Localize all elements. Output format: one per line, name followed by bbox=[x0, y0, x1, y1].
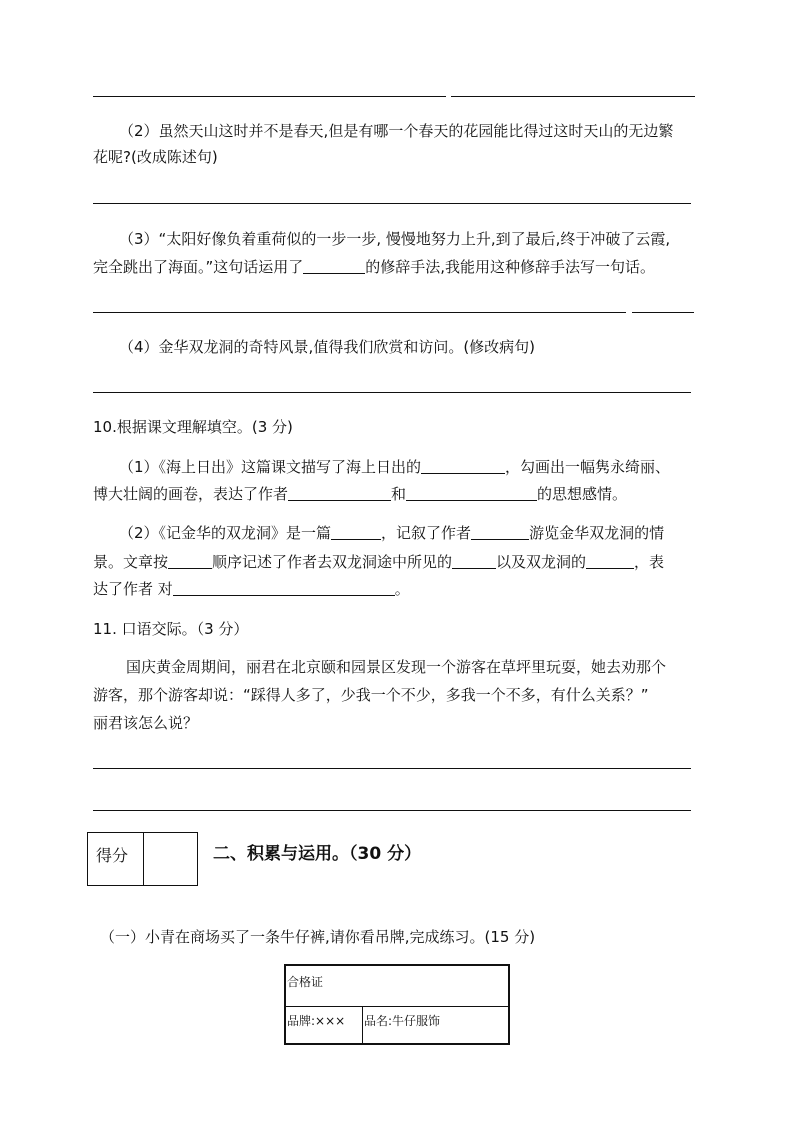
fill-blank[interactable] bbox=[421, 457, 505, 474]
fill-blank[interactable] bbox=[471, 523, 529, 540]
q10-p2-a: （2）《记金华的双龙洞》是一篇 bbox=[119, 524, 332, 542]
fill-blank[interactable] bbox=[331, 523, 381, 540]
q10-p2-line3 bbox=[93, 578, 410, 600]
q10-p1-line1 bbox=[119, 456, 670, 478]
fill-blank[interactable] bbox=[406, 484, 537, 501]
section-intro: （一）小青在商场买了一条牛仔裤,请你看吊牌,完成练习。(15 分) bbox=[100, 928, 536, 946]
q10-p2-b: ，记叙了作者 bbox=[381, 524, 472, 542]
q9-p4: （4）金华双龙洞的奇特风景,值得我们欣赏和访问。(修改病句) bbox=[119, 338, 536, 356]
q10-p1-d: 和 bbox=[391, 485, 407, 503]
q10-title: 10.根据课文理解填空。(3 分) bbox=[93, 418, 293, 436]
fill-blank[interactable] bbox=[173, 579, 395, 596]
tag-header-row bbox=[286, 966, 508, 1007]
fill-blank[interactable] bbox=[303, 257, 365, 274]
answer-line[interactable] bbox=[93, 312, 626, 313]
answer-line[interactable] bbox=[93, 768, 691, 769]
answer-line[interactable] bbox=[93, 392, 691, 393]
q10-p2-e: 顺序记述了作者去双龙洞途中所见的 bbox=[212, 553, 453, 571]
q9-p3-line1: （3）“太阳好像负着重荷似的一步一步, 慢慢地努力上升,到了最后,终于冲破了云霞, bbox=[119, 230, 671, 248]
q10-p2-line1 bbox=[119, 522, 664, 544]
score-box bbox=[87, 832, 198, 886]
answer-line[interactable] bbox=[93, 203, 691, 204]
answer-line[interactable] bbox=[632, 312, 694, 313]
fill-blank[interactable] bbox=[586, 552, 634, 569]
score-label: 得分 bbox=[96, 846, 129, 865]
hang-tag bbox=[284, 964, 510, 1045]
fill-blank[interactable] bbox=[452, 552, 496, 569]
answer-line[interactable] bbox=[451, 96, 695, 97]
q10-p2-f: 以及双龙洞的 bbox=[496, 553, 587, 571]
tag-info-row bbox=[286, 1007, 508, 1043]
q10-p2-h: 达了作者 对 bbox=[93, 580, 173, 598]
q9-p2-line1: （2）虽然天山这时并不是春天,但是有哪一个春天的花园能比得过这时天山的无边繁 bbox=[119, 122, 674, 140]
answer-line[interactable] bbox=[93, 810, 691, 811]
q10-p2-g: ，表 bbox=[634, 553, 665, 571]
score-value-cell[interactable] bbox=[144, 833, 197, 885]
q10-p2-c: 游览金华双龙洞的情 bbox=[529, 524, 665, 542]
q11-line2: 游客，那个游客却说：“踩得人多了，少我一个不少，多我一个不多，有什么关系？” bbox=[93, 686, 649, 704]
q9-p2-line2: 花呢?(改成陈述句) bbox=[93, 148, 218, 166]
q9-p3-text-b: 的修辞手法,我能用这种修辞手法写一句话。 bbox=[365, 258, 656, 276]
q10-p2-line2 bbox=[93, 551, 664, 573]
tag-brand: 品牌:××× bbox=[287, 1014, 346, 1028]
q11-line3: 丽君该怎么说？ bbox=[93, 714, 199, 732]
q11-title: 11. 口语交际。（3 分） bbox=[93, 620, 249, 638]
q10-p1-a: （1）《海上日出》这篇课文描写了海上日出的 bbox=[119, 458, 422, 476]
q10-p2-d: 景。文章按 bbox=[93, 553, 169, 571]
answer-line[interactable] bbox=[93, 96, 446, 97]
q9-p3-text-a: 完全跳出了海面。”这句话运用了 bbox=[93, 258, 304, 276]
fill-blank[interactable] bbox=[288, 484, 391, 501]
tag-divider bbox=[362, 1007, 363, 1043]
fill-blank[interactable] bbox=[168, 552, 212, 569]
q11-line1: 国庆黄金周期间，丽君在北京颐和园景区发现一个游客在草坪里玩耍，她去劝那个 bbox=[126, 658, 667, 676]
section-title: 二、积累与运用。（30 分） bbox=[213, 844, 422, 864]
q10-p2-i: 。 bbox=[394, 580, 410, 598]
q10-p1-b: ，勾画出一幅隽永绮丽、 bbox=[505, 458, 671, 476]
q10-p1-c: 博大壮阔的画卷，表达了作者 bbox=[93, 485, 289, 503]
tag-product: 品名:牛仔服饰 bbox=[364, 1014, 441, 1028]
score-label-cell bbox=[88, 833, 144, 885]
q10-p1-line2 bbox=[93, 483, 627, 505]
tag-title: 合格证 bbox=[287, 975, 324, 989]
q9-p3-line2 bbox=[93, 256, 655, 278]
q10-p1-e: 的思想感情。 bbox=[537, 485, 628, 503]
